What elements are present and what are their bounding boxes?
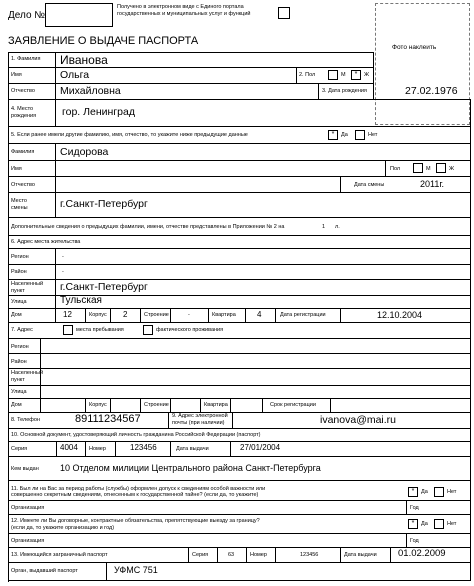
house-label: Дом [11, 312, 22, 318]
stay-apartment-label: Квартира [204, 402, 228, 408]
birth-place-label: 4. Место [11, 106, 34, 112]
patronymic-value[interactable]: Михайловна [60, 85, 121, 97]
q11-yes-checkbox[interactable] [408, 487, 418, 497]
stay-building-label: Корпус [89, 402, 107, 408]
prev-sex-label: Пол [390, 166, 401, 172]
extra-sheets-unit: л. [335, 224, 340, 230]
photo-label: Фото наклеить [392, 44, 437, 51]
case-number-field[interactable] [45, 3, 113, 27]
locality-label: Населенный [11, 281, 44, 287]
id-series-label: Серия [11, 446, 28, 452]
sex-label: 2. Пол [299, 72, 316, 78]
id-series-value[interactable]: 4004 [60, 443, 78, 452]
q11-org-label: Организация [11, 505, 45, 511]
change-place-label: Место [11, 198, 27, 204]
change-year-value[interactable]: 2011г. [420, 179, 445, 189]
locality-label-2: пункт [11, 288, 25, 294]
prev-surname-value[interactable]: Сидорова [60, 146, 109, 158]
q12-yes-checkbox[interactable] [408, 519, 418, 529]
email-label-2: почты (при наличии) [172, 420, 225, 426]
phone-value[interactable]: 89111234567 [75, 413, 141, 425]
patronymic-label: Отчество [11, 88, 35, 94]
change-date-label: Дата смены [354, 182, 385, 188]
street-label: Улица [11, 299, 27, 305]
district-value[interactable]: - [62, 269, 64, 275]
region-label: Регион [11, 254, 29, 260]
sex-female-label: Ж [364, 72, 370, 78]
reg-date-label: Дата регистрации [280, 312, 326, 318]
prev-patronymic-label: Отчество [11, 182, 35, 188]
surname-value[interactable]: Иванова [60, 53, 108, 67]
change-place-value[interactable]: г.Санкт-Петербург [60, 198, 148, 210]
fp-series-label: Серия [192, 552, 209, 558]
stay-address-label: 7. Адрес [11, 327, 33, 333]
fp-issuing-org-value[interactable]: УФМС 751 [114, 565, 158, 575]
q12-yes-label: Да [421, 521, 428, 527]
name-label: Имя [11, 72, 22, 78]
name-change-no-checkbox[interactable] [355, 130, 365, 140]
fp-issue-date-value[interactable]: 01.02.2009 [398, 548, 446, 559]
stay-district-label: Район [11, 359, 27, 365]
actual-place-checkbox[interactable] [143, 325, 153, 335]
q12-no-checkbox[interactable] [434, 519, 444, 529]
portal-checkbox[interactable] [278, 7, 290, 19]
stay-place-label: места пребывания [76, 327, 124, 333]
fp-number-label: Номер [250, 552, 267, 558]
prev-sex-female-label: Ж [449, 166, 455, 172]
surname-label: 1. Фамилия [11, 56, 41, 62]
birth-place-label-2: рождения [11, 113, 37, 119]
extra-info-label: Дополнительные сведения о предыдущих фамилии, имени, отчестве представлены в Приложении № 2 на [11, 224, 285, 230]
structure-label: Строение [144, 312, 169, 318]
q11-year-label: Год [410, 505, 419, 511]
stay-structure-label: Строение [144, 402, 169, 408]
q12-label-2: (если да, то укажите организацию и год) [11, 525, 115, 531]
name-change-yes-checkbox[interactable] [328, 130, 338, 140]
q11-label: 11. Был ли на Вас за период работы (службы) оформлен допуск к сведениям особой важности или [11, 486, 266, 492]
issuing-org-label: Орган, выдавший паспорт [11, 568, 78, 574]
sex-male-label: М [341, 72, 346, 78]
birth-date-value[interactable]: 27.02.1976 [405, 85, 458, 97]
building-value[interactable]: 2 [123, 310, 128, 319]
fp-series-value[interactable]: 63 [228, 552, 235, 558]
q11-label-2: совершенно секретным сведениям, отнесенным к государственной тайне? (если да, то укажите) [11, 492, 259, 498]
issued-by-label: Кем выдан [11, 466, 39, 472]
actual-place-label: фактического проживания [156, 327, 224, 333]
id-issue-date-label: Дата выдачи [176, 446, 209, 452]
q12-year-label: Год [410, 538, 419, 544]
fp-number-value[interactable]: 123456 [300, 552, 319, 558]
prev-sex-male-label: М [426, 166, 431, 172]
q11-no-checkbox[interactable] [434, 487, 444, 497]
name-change-yes-label: Да [341, 132, 348, 138]
case-label: Дело № [8, 10, 46, 21]
prev-name-label: Имя [11, 166, 22, 172]
email-value[interactable]: ivanova@mai.ru [320, 414, 397, 426]
birth-date-label: 3. Дата рождения [322, 88, 367, 94]
fp-issue-date-label: Дата выдачи [344, 552, 377, 558]
photo-area [375, 3, 470, 125]
district-label: Район [11, 269, 27, 275]
stay-locality-label-2: пункт [11, 377, 25, 383]
q12-yes-mark: * [411, 520, 415, 527]
q12-org-label: Организация [11, 538, 45, 544]
apartment-value[interactable]: 4 [257, 310, 262, 319]
name-value[interactable]: Ольга [60, 69, 90, 81]
id-number-value[interactable]: 123456 [130, 443, 157, 452]
stay-house-label: Дом [11, 402, 22, 408]
residence-address-label: 6. Адрес места жительства [11, 239, 81, 245]
structure-value[interactable]: - [188, 312, 190, 318]
reg-date-value[interactable]: 12.10.2004 [377, 310, 423, 320]
email-label: 9. Адрес электронной [172, 413, 228, 419]
stay-street-label: Улица [11, 389, 27, 395]
id-number-label: Номер [89, 446, 106, 452]
extra-sheets-value[interactable]: 1 [322, 224, 326, 230]
q12-no-label: Нет [447, 521, 457, 527]
locality-value[interactable]: г.Санкт-Петербург [60, 281, 148, 293]
building-label: Корпус [89, 312, 107, 318]
q12-label: 12. Имеете ли Вы договорные, контрактные обязательства, препятствующие выезду за границу? [11, 518, 260, 524]
prev-sex-female-checkbox[interactable] [436, 163, 446, 173]
q11-yes-mark: * [411, 488, 415, 495]
q11-no-label: Нет [447, 489, 457, 495]
change-place-label-2: смены [11, 205, 28, 211]
id-issue-date-value[interactable]: 27/01/2004 [240, 443, 281, 452]
street-value[interactable]: Тульская [60, 295, 102, 306]
sex-female-checkbox[interactable] [351, 70, 361, 80]
stay-locality-label: Населенный [11, 370, 44, 376]
form-title: ЗАЯВЛЕНИЕ О ВЫДАЧЕ ПАСПОРТА [8, 35, 199, 47]
foreign-passport-label: 13. Имеющийся заграничный паспорт [11, 552, 108, 558]
birth-place-value[interactable]: гор. Ленинград [62, 106, 135, 118]
region-value[interactable]: - [62, 254, 64, 260]
prev-sex-male-checkbox[interactable] [413, 163, 423, 173]
q11-yes-label: Да [421, 489, 428, 495]
issued-by-value[interactable]: 10 Отделом милиции Центрального района Санкт-Петербурга [60, 463, 321, 473]
sex-female-mark: * [354, 71, 358, 78]
apartment-label: Квартира [212, 312, 236, 318]
name-change-question: 5. Если ранее имели другие фамилию, имя, отчество, то укажите ниже предыдущие данные [11, 132, 248, 138]
phone-label: 8. Телефон [11, 417, 40, 423]
name-change-yes-mark: * [331, 131, 335, 138]
sex-male-checkbox[interactable] [328, 70, 338, 80]
id-document-label: 10. Основной документ, удостоверяющий личность гражданина Российской Федерации (паспорт) [11, 432, 261, 438]
house-value[interactable]: 12 [63, 310, 72, 319]
name-change-no-label: Нет [368, 132, 378, 138]
portal-note: Получено в электронном виде с Единого портала государственных и муниципальных услуг и функций [117, 4, 251, 17]
stay-region-label: Регион [11, 344, 29, 350]
reg-term-label: Срок регистрации [270, 402, 316, 408]
prev-surname-label: Фамилия [11, 149, 35, 155]
stay-place-checkbox[interactable] [63, 325, 73, 335]
